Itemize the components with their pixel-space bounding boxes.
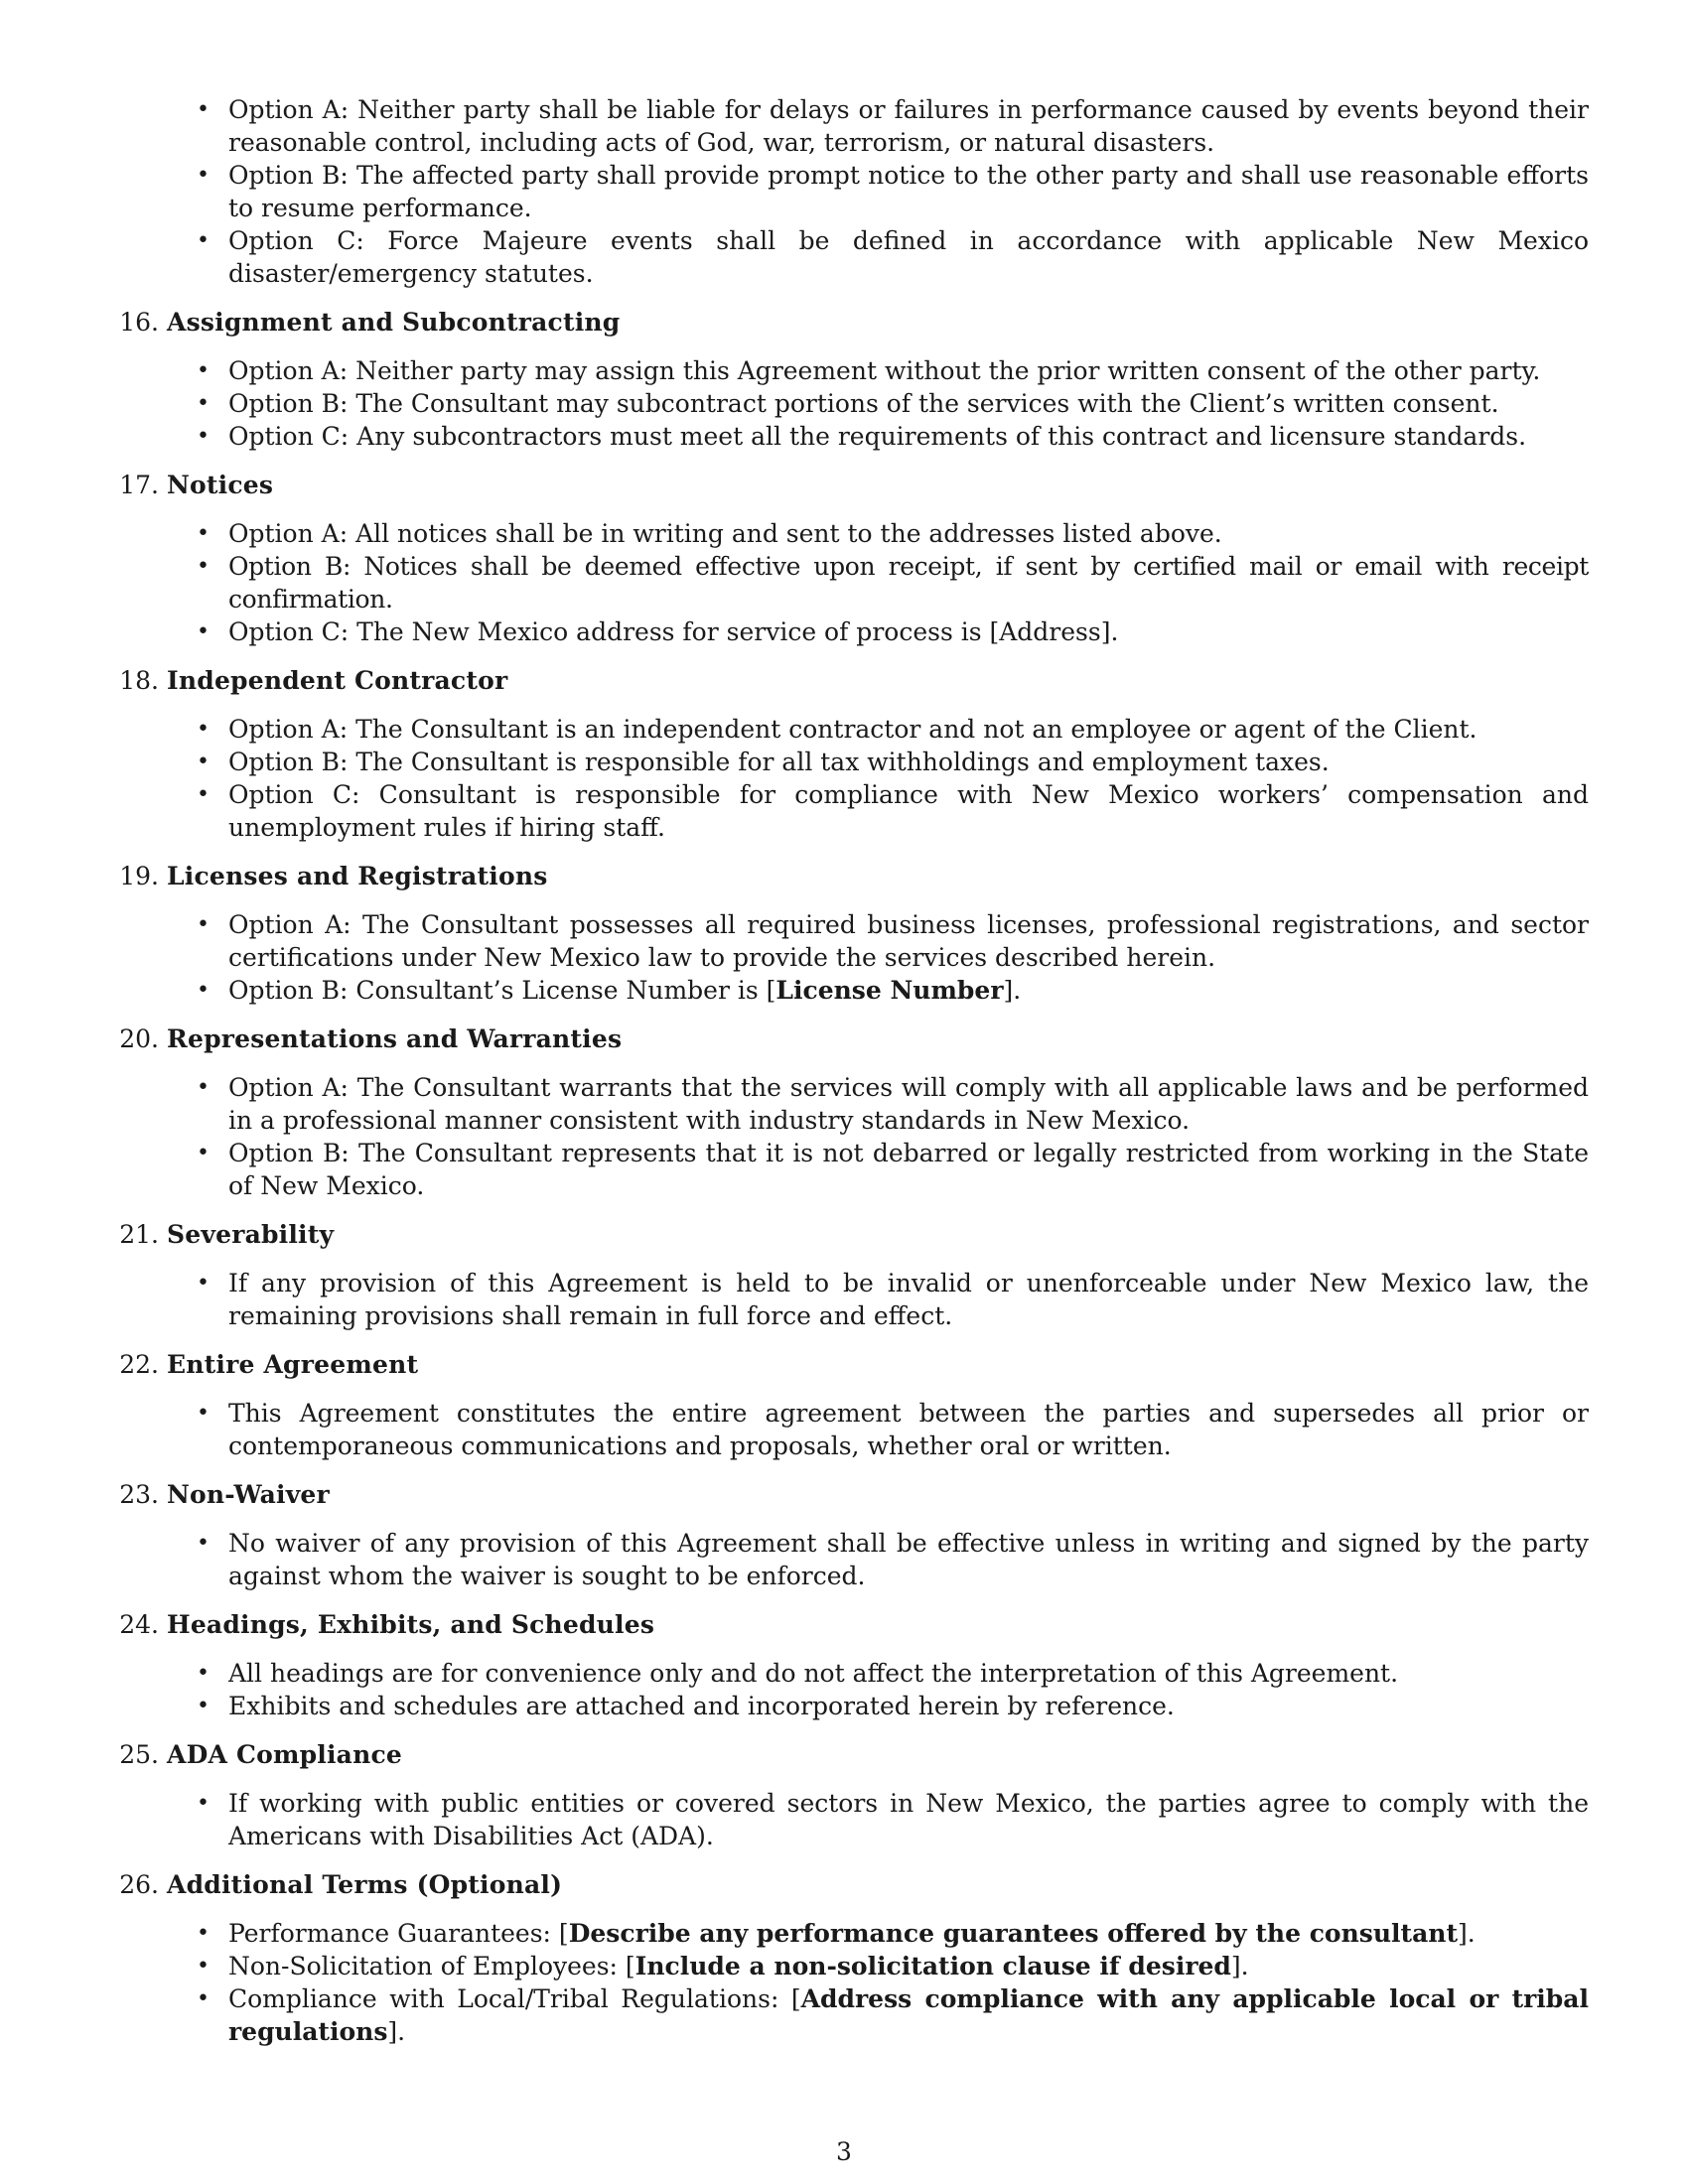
item-text: Non-Solicitation of Employees: [ (228, 1952, 635, 1980)
section-items (167, 1787, 1589, 1852)
section-number: 25. (119, 1740, 159, 1769)
section-heading (119, 1608, 1589, 1641)
list-item (167, 1982, 1589, 2048)
section-title: Representations and Warranties (167, 1024, 623, 1053)
placeholder-performance-guarantees: Describe any performance guarantees offered by the consultant (568, 1919, 1458, 1948)
section-number: 19. (119, 862, 159, 890)
section-title: Independent Contractor (167, 666, 508, 695)
section-headings-exhibits (119, 1608, 1589, 1722)
list-item: • Option B: The Consultant may subcontract portions of the services with the Client’s written consent. (167, 387, 1589, 420)
list-item: • Option A: The Consultant warrants that the services will comply with all applicable laws and be performed in a professional manner consistent with industry standards in New Mexico. (167, 1071, 1589, 1137)
list-item: • Option C: Consultant is responsible for compliance with New Mexico workers’ compensation and unemployment rules if hiring staff. (167, 778, 1589, 844)
section-title: Notices (167, 471, 274, 499)
section-ada-compliance (119, 1738, 1589, 1852)
document-body (119, 93, 1589, 2048)
section-heading (119, 1218, 1589, 1251)
list-item: • Option B: The Consultant is responsible for all tax withholdings and employment taxes. (167, 746, 1589, 778)
section-number: 23. (119, 1480, 159, 1509)
section-heading (119, 1348, 1589, 1381)
list-item: • Option B: The affected party shall provide prompt notice to the other party and shall use reasonable efforts to resume performance. (167, 159, 1589, 224)
list-item: • Option A: Neither party may assign this Agreement without the prior written consent of the other party. (167, 354, 1589, 387)
section-heading (119, 1738, 1589, 1771)
placeholder-license-number: License Number (775, 976, 1004, 1005)
list-item (167, 974, 1589, 1007)
section-items (167, 1917, 1589, 2048)
list-item: • Option B: The Consultant represents that it is not debarred or legally restricted from working in the State of New Mexico. (167, 1137, 1589, 1202)
list-item: • Option A: All notices shall be in writing and sent to the addresses listed above. (167, 517, 1589, 550)
item-text: ]. (1003, 976, 1022, 1005)
section-number: 21. (119, 1220, 159, 1249)
section-heading (119, 469, 1589, 501)
section-non-waiver (119, 1478, 1589, 1592)
list-item: • Option A: The Consultant possesses all required business licenses, professional registrations, and sector certifications under New Mexico law to provide the services described herein. (167, 908, 1589, 974)
list-item: • No waiver of any provision of this Agreement shall be effective unless in writing and signed by the party against whom the waiver is sought to be enforced. (167, 1527, 1589, 1592)
list-item: • Option A: Neither party shall be liable for delays or failures in performance caused by events beyond their reasonable control, including acts of God, war, terrorism, or natural disasters. (167, 93, 1589, 159)
section-independent-contractor (119, 664, 1589, 844)
section-severability (119, 1218, 1589, 1332)
placeholder-local-tribal-compliance: Address compliance with any applicable local or tribal regulations (228, 1984, 1589, 2046)
section-entire-agreement (119, 1348, 1589, 1462)
section-title: ADA Compliance (167, 1740, 402, 1769)
section-number: 18. (119, 666, 159, 695)
section-heading (119, 664, 1589, 697)
list-item: • If working with public entities or covered sectors in New Mexico, the parties agree to comply with the Americans with Disabilities Act (ADA). (167, 1787, 1589, 1852)
section-licenses (119, 860, 1589, 1007)
section-items (167, 1397, 1589, 1462)
section-heading (119, 1868, 1589, 1901)
section-number: 16. (119, 308, 159, 337)
section-notices (119, 469, 1589, 648)
section-title: Headings, Exhibits, and Schedules (167, 1610, 655, 1639)
section-title: Assignment and Subcontracting (167, 308, 621, 337)
section-title: Non-Waiver (167, 1480, 330, 1509)
section-items (167, 517, 1589, 648)
section-number: 20. (119, 1024, 159, 1053)
force-majeure-options (167, 93, 1589, 290)
list-item (167, 1950, 1589, 1982)
list-item: • Option C: The New Mexico address for service of process is [Address]. (167, 615, 1589, 648)
section-additional-terms (119, 1868, 1589, 2048)
section-items (167, 1527, 1589, 1592)
list-item: • Option C: Force Majeure events shall be defined in accordance with applicable New Mexico disaster/emergency statutes. (167, 224, 1589, 290)
list-item: • Option B: Notices shall be deemed effective upon receipt, if sent by certified mail or email with receipt confirmation. (167, 550, 1589, 615)
section-number: 22. (119, 1350, 159, 1379)
item-text: Compliance with Local/Tribal Regulations: [ (228, 1984, 801, 2013)
item-text: ]. (387, 2017, 406, 2046)
list-item: • Option A: The Consultant is an independent contractor and not an employee or agent of the Client. (167, 713, 1589, 746)
section-number: 24. (119, 1610, 159, 1639)
section-number: 26. (119, 1870, 159, 1899)
section-items (167, 1657, 1589, 1722)
section-heading (119, 1023, 1589, 1055)
section-title: Licenses and Registrations (167, 862, 548, 890)
list-item: • All headings are for convenience only and do not affect the interpretation of this Agreement. (167, 1657, 1589, 1690)
section-title: Severability (167, 1220, 335, 1249)
list-item: • If any provision of this Agreement is held to be invalid or unenforceable under New Mexico law, the remaining provisions shall remain in full force and effect. (167, 1267, 1589, 1332)
section-title: Entire Agreement (167, 1350, 419, 1379)
section-heading (119, 860, 1589, 892)
item-text: Performance Guarantees: [ (228, 1919, 569, 1948)
section-title: Additional Terms (Optional) (167, 1870, 563, 1899)
section-items (167, 354, 1589, 453)
placeholder-non-solicitation: Include a non-solicitation clause if desired (634, 1952, 1231, 1980)
section-representations (119, 1023, 1589, 1202)
list-item (167, 1917, 1589, 1950)
section-items (167, 1071, 1589, 1202)
list-item: • Option C: Any subcontractors must meet all the requirements of this contract and licensure standards. (167, 420, 1589, 453)
section-assignment (119, 306, 1589, 453)
item-text: ]. (1230, 1952, 1249, 1980)
section-items (167, 1267, 1589, 1332)
section-items (167, 908, 1589, 1007)
section-heading (119, 1478, 1589, 1511)
item-text: Option B: Consultant’s License Number is [ (228, 976, 776, 1005)
item-text: ]. (1458, 1919, 1476, 1948)
list-item: • This Agreement constitutes the entire agreement between the parties and supersedes all prior or contemporaneous communications and proposals, whether oral or written. (167, 1397, 1589, 1462)
section-heading (119, 306, 1589, 339)
section-number: 17. (119, 471, 159, 499)
section-items (167, 713, 1589, 844)
page-number: 3 (836, 2137, 852, 2166)
list-item: • Exhibits and schedules are attached and incorporated herein by reference. (167, 1690, 1589, 1722)
